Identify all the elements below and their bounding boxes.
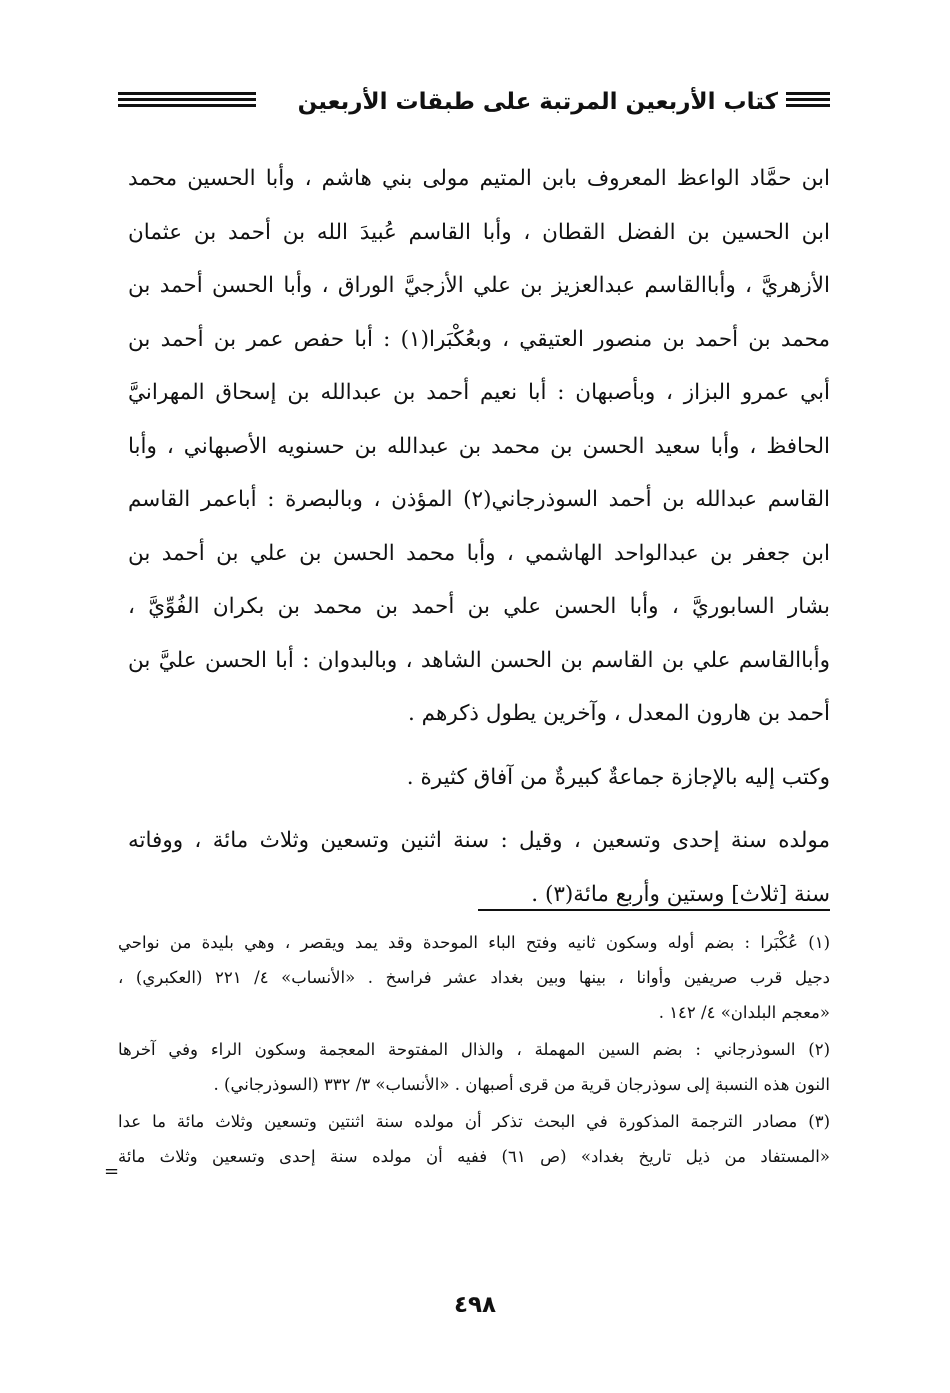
- text-line: وأباالقاسم علي بن القاسم بن الحسن الشاهد ، وبالبدوان : أبا الحسن عليَّ بن: [128, 647, 830, 673]
- page-number: ٤٩٨: [453, 1292, 497, 1318]
- footnote-line: (٣) مصادر الترجمة المذكورة في البحث تذكر أن مولده سنة اثنتين وتسعين وثلاث مائة ما عدا: [118, 1112, 830, 1131]
- footnote-line: (٢) السوذرجاني : بضم السين المهملة ، والذال المفتوحة المعجمة وسكون الراء وفي آخرها: [118, 1040, 830, 1059]
- header-title: كتاب الأربعين المرتبة على طبقات الأربعين: [297, 89, 778, 115]
- header-rule-left: [118, 92, 256, 95]
- text-line: مولده سنة إحدى وتسعين ، وقيل : سنة اثنين وتسعين وثلاث مائة ، ووفاته: [128, 828, 830, 853]
- paragraph-ijaza: [128, 751, 830, 805]
- header-rule-right: [786, 104, 830, 107]
- footnote-1: [118, 925, 830, 1030]
- paragraph-birth-death: [128, 814, 830, 921]
- paragraph-teachers: [128, 152, 830, 741]
- header-rule-left: [118, 98, 256, 101]
- footnote-line: (١) عُكْبَرا : بضم أوله وسكون ثانيه وفتح الباء الموحدة وقد يمد ويقصر ، وهي بليدة من نواحي: [118, 933, 830, 952]
- header-rule-left: [118, 104, 256, 107]
- text-line: ابن جعفر بن عبدالواحد الهاشمي ، وأبا محمد الحسن بن علي بن أحمد بن: [128, 540, 830, 566]
- text-line: سنة [ثلاث] وستين وأربع مائة(٣) .: [531, 881, 830, 907]
- footnote-3: [118, 1104, 830, 1174]
- running-header: [118, 82, 830, 122]
- footnotes: [118, 925, 830, 1174]
- footnote-line: دجيل قرب صريفين وأوانا ، بينها وبين بغداد عشر فراسخ . «الأنساب» ٤/ ٢٢١ (العكبري) ،: [118, 968, 830, 987]
- text-line: الأزهريَّ ، وأباالقاسم عبدالعزيز بن علي الأزجيَّ الوراق ، وأبا الحسن أحمد بن: [128, 273, 830, 298]
- text-line: وكتب إليه بالإجازة جماعةٌ كبيرةٌ من آفاق كثيرة .: [406, 764, 830, 790]
- header-rule-right: [786, 92, 830, 95]
- footnote-separator: [478, 909, 830, 911]
- text-line: الحافظ ، وأبا سعيد الحسن بن محمد بن عبدالله بن حسنويه الأصبهاني ، وأبا: [128, 433, 830, 459]
- text-line: ابن حمَّاد الواعظ المعروف بابن المتيم مولى بني هاشم ، وأبا الحسين محمد: [128, 166, 830, 191]
- footnote-line: «معجم البلدان» ٤/ ١٤٢ .: [658, 1003, 830, 1022]
- footnote-line: النون هذه النسبة إلى سوذرجان قرية من قرى أصبهان . «الأنساب» ٣/ ٣٣٢ (السوذرجاني) .: [213, 1075, 830, 1094]
- footnote-line: «المستفاد من ذيل تاريخ بغداد» (ص ٦١) ففيه أن مولده سنة إحدى وتسعين وثلاث مائة: [118, 1147, 830, 1166]
- footnote-2: [118, 1032, 830, 1102]
- text-line: محمد بن أحمد بن منصور العتيقي ، وبعُكْبَرا(١) : أبا حفص عمر بن أحمد بن: [128, 326, 830, 352]
- text-line: القاسم عبدالله بن أحمد السوذرجاني(٢) المؤذن ، وبالبصرة : أباعمر القاسم: [128, 487, 830, 512]
- text-line: ابن الحسين بن الفضل القطان ، وأبا القاسم عُبيدَ الله بن أحمد بن عثمان: [128, 219, 830, 245]
- continuation-mark: =: [104, 1161, 120, 1182]
- text-line: بشار السابوريَّ ، وأبا الحسن علي بن أحمد بن محمد بن بكران الفُوِّيَّ ،: [128, 594, 830, 619]
- text-line: أبي عمرو البزاز ، وبأصبهان : أبا نعيم أحمد بن عبدالله بن إسحاق المهرانيَّ: [128, 380, 830, 405]
- main-text: [128, 152, 830, 921]
- header-rule-right: [786, 98, 830, 101]
- text-line: أحمد بن هارون المعدل ، وآخرين يطول ذكرهم .: [408, 701, 830, 726]
